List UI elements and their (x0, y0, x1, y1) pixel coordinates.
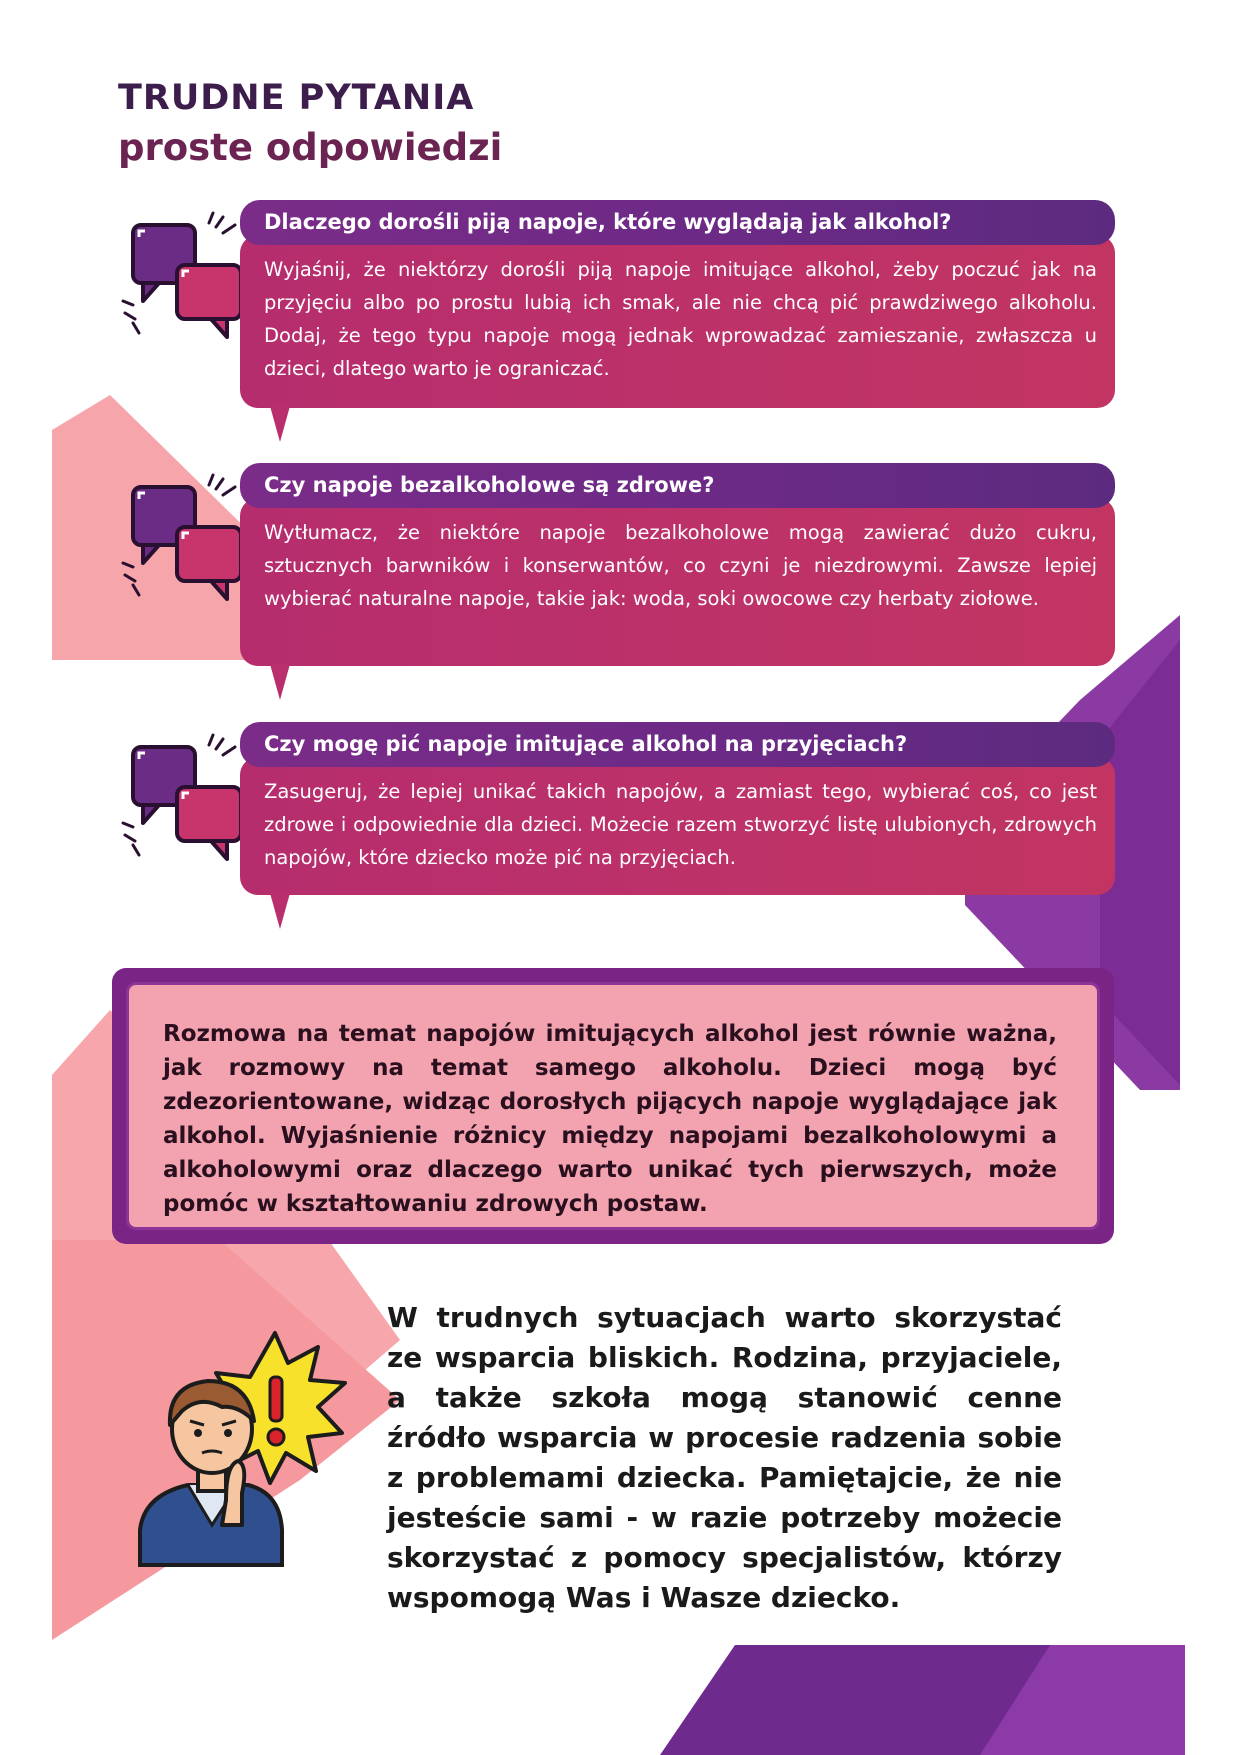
qa-question: Czy napoje bezalkoholowe są zdrowe? (240, 463, 1115, 508)
page-title: TRUDNE PYTANIA (118, 78, 475, 118)
info-box-text: Rozmowa na temat napojów imitujących alkohol jest równie ważna, jak rozmowy na temat samego alkoholu. Dzieci mogą być zdezorientowane, widząc dorosłych pijących napoje wyglądające jak alkohol. Wyjaśnienie różnicy między napojami bezalkoholowymi a alkoholowymi oraz dlaczego warto unikać tych pierwszych, może pomóc w kształtowaniu zdrowych postaw. (163, 1021, 1057, 1217)
chat-bubbles-icon (115, 205, 255, 355)
speech-tail (270, 406, 290, 442)
qa-answer-text: Wytłumacz, że niektóre napoje bezalkoholowe mogą zawierać dużo cukru, sztucznych barwników i konserwantów, co czyni je niezdrowymi. Zawsze lepiej wybierać naturalne napoje, takie jak: woda, soki owocowe czy herbaty ziołowe. (264, 521, 1097, 610)
qa-item (240, 722, 1115, 895)
page-subtitle: proste odpowiedzi (118, 126, 503, 169)
info-box (112, 968, 1114, 1244)
qa-item (240, 463, 1115, 666)
qa-answer (240, 498, 1115, 666)
qa-answer-text: Zasugeruj, że lepiej unikać takich napojów, a zamiast tego, wybierać coś, co jest zdrowe i odpowiednie dla dzieci. Możecie razem stworzyć listę ulubionych, zdrowych napojów, które dziecko może pić na przyjęciach. (264, 780, 1097, 869)
thinking-person-icon (130, 1325, 355, 1570)
chat-bubbles-icon (115, 467, 255, 617)
qa-answer (240, 757, 1115, 895)
speech-tail (270, 893, 290, 929)
chat-bubbles-icon (115, 727, 255, 877)
qa-answer (240, 235, 1115, 408)
qa-item (240, 200, 1115, 408)
qa-question: Dlaczego dorośli piją napoje, które wyglądają jak alkohol? (240, 200, 1115, 245)
support-text: W trudnych sytuacjach warto skorzystać ze wsparcia bliskich. Rodzina, przyjaciele, a także szkoła mogą stanowić cenne źródło wsparcia w procesie radzenia sobie z problemami dziecka. Pamiętajcie, że nie jesteście sami - w razie potrzeby możecie skorzystać z pomocy specjalistów, którzy wspomogą Was i Wasze dziecko. (387, 1301, 1062, 1614)
speech-tail (270, 664, 290, 700)
qa-question: Czy mogę pić napoje imitujące alkohol na przyjęciach? (240, 722, 1115, 767)
info-box-inner (126, 982, 1100, 1230)
qa-answer-text: Wyjaśnij, że niektórzy dorośli piją napoje imitujące alkohol, żeby poczuć jak na przyjęciu albo po prostu lubią ich smak, ale nie chcą pić prawdziwego alkoholu. Dodaj, że tego typu napoje mogą jednak wprowadzać zamieszanie, zwłaszcza u dzieci, dlatego warto je ograniczać. (264, 258, 1097, 380)
